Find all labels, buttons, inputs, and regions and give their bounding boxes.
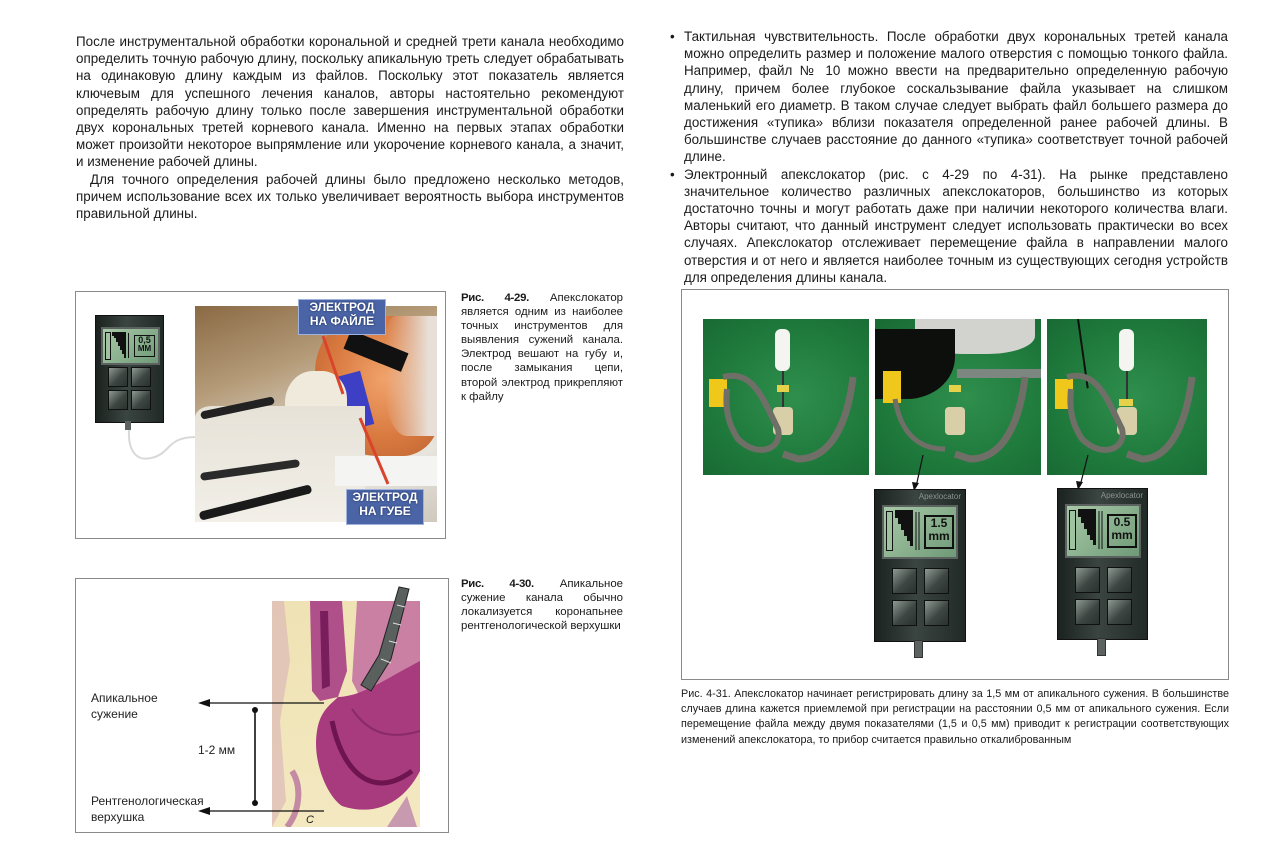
bullet-marker: •	[670, 166, 675, 182]
device-screen	[1065, 504, 1141, 558]
device-reading: 0,5	[138, 335, 151, 345]
figure-4-30-caption-text: Апикальное сужение канала обычно локализуется коронапьнее рентгенологической верхушки	[461, 578, 623, 633]
panel-letter: C	[306, 814, 314, 826]
device-step-graph	[895, 510, 921, 550]
callout-electrode-on-file	[298, 299, 386, 335]
label-radiographic-apex	[91, 793, 204, 825]
device-step-graph	[1078, 509, 1104, 549]
electrode-cable	[126, 422, 206, 482]
label-apical-constriction	[91, 690, 158, 722]
apexlocator-device-1-5	[874, 489, 966, 642]
bullet-marker: •	[670, 29, 675, 44]
paragraph-working-length: После инструментальной обработки корональной и средней трети канала необходимо определить точную рабочую длину, поскольку апикальную треть следует обрабатывать на одинаковую длину каждым из файлов. Поскольку этот показатель является ключевым для успешного лечения каналов, авторы настоятельно рекомендуют определять рабочую длину только после завершения инструментальной обработки двух корональных третей корневого канала. Именно на первых этапах обработки может произойти некоторое выпрямление или укорочение корневого канала, а значит, и изменение рабочей длины.	[76, 34, 624, 170]
figure-4-31-caption: Рис. 4-31. Апекслокатор начинает регистрировать длину за 1,5 мм от апикального сужения. В большинстве случаев длина кажется приемлемой при регистрации на расстоянии 0,5 мм от апикального сужения. Если перемещение файла между двумя показателями (1,5 и 0,5 мм) приводит к регистрации соответствующих изменений апекслокатора, то прибор считается правильно откалиброванным	[681, 688, 1229, 746]
right-column-text	[670, 28, 1228, 286]
arrow-head	[198, 699, 210, 707]
figure-4-30-caption	[461, 577, 623, 633]
device-plug	[914, 640, 923, 658]
device-button	[892, 600, 917, 626]
figure-4-29-label: Рис. 4-29.	[461, 292, 529, 304]
label-line: верхушка	[91, 810, 145, 824]
device-button	[1107, 599, 1132, 625]
device-button	[924, 600, 949, 626]
figure-4-30	[75, 578, 449, 833]
label-line: сужение	[91, 707, 138, 721]
label-line: Апикальное	[91, 691, 158, 705]
callout-line: ЭЛЕКТРОД	[309, 300, 375, 314]
device-readout	[134, 335, 155, 357]
device-reading: 1.5	[930, 516, 948, 530]
device-readout	[1107, 514, 1137, 548]
callout-electrode-on-lip	[346, 489, 424, 525]
device-scale-bar	[105, 332, 111, 360]
device-readout	[924, 515, 954, 549]
bullet-electronic	[670, 166, 1228, 286]
apexlocator-device-0-5	[1057, 488, 1148, 640]
device-reading: 0.5	[1113, 515, 1131, 529]
device-screen	[101, 327, 160, 365]
figure-4-31	[681, 289, 1229, 680]
callout-line: НА ФАЙЛЕ	[309, 314, 375, 328]
device-brand: Apexlocator	[918, 492, 961, 501]
device-step-graph	[112, 332, 130, 358]
bullet-tactile	[670, 28, 1228, 166]
device-button	[108, 367, 128, 387]
device-button	[131, 367, 151, 387]
device-unit: mm	[1111, 527, 1133, 542]
device-brand: Apexlocator	[1100, 491, 1143, 500]
paragraph-methods: Для точного определения рабочей длины было предложено несколько методов, причем использование всех их только увеличивает вероятность выбора инструментов правильной длины.	[76, 171, 624, 222]
bullet-electronic-text: Электронный апекслокатор (рис. с 4-29 по 4-31). На рынке представлено значительное количество различных апекслокаторов, большинство из которых достаточно точны и могут работать даже при наличии некоторого количества влаги. Авторы считают, что данный инструмент следует использовать практически во всех случаях. Апекслокатор отслеживает перемещение файла в направлении малого отверстия и от него и является наиболее точным из существующих сегодня устройств для определения длины канала.	[684, 166, 1228, 285]
device-screen	[882, 505, 958, 559]
callout-line: НА ГУБЕ	[359, 504, 411, 518]
device-button	[108, 390, 128, 410]
device-button	[1075, 567, 1100, 593]
device-button	[1075, 599, 1100, 625]
device-scale-bar	[886, 511, 893, 551]
figure-4-29-caption	[461, 291, 623, 404]
device-scale-bar	[1069, 510, 1076, 550]
device-unit: mm	[928, 528, 950, 543]
figure-4-29-caption-text: Апекслокатор является одним из наиболее точных инструментов для выявления сужений канала. Электрод вешают на губу и, после замыкания цепи, второй электрод прикрепляют к файлу	[461, 292, 623, 403]
device-button	[1107, 567, 1132, 593]
figure-4-29	[75, 291, 446, 539]
figure-4-30-label: Рис. 4-30.	[461, 578, 534, 590]
label-distance: 1-2 мм	[198, 743, 236, 757]
bullet-tactile-text: Тактильная чувствительность. После обработки двух корональных третей канала можно определить размер и положение малого отверстия с помощью тонкого файла. Например, файл № 10 можно ввести на предварительно определенную рабочую длину, причем более глубокое соскальзывание файла указывает на слишком маленький его диаметр. В таком случае следует выбрать файл большего размера до достижения «тупика» вблизи показателя определенной ранее рабочей длины. В большинстве случаев расстояние до данного «тупика» соответствует точной рабочей длине.	[684, 29, 1228, 165]
device-button	[924, 568, 949, 594]
device-button	[892, 568, 917, 594]
device-button	[131, 390, 151, 410]
label-line: Рентгенологическая	[91, 794, 204, 808]
apexlocator-device	[95, 315, 164, 423]
device-plug	[1097, 638, 1106, 656]
callout-line: ЭЛЕКТРОД	[352, 490, 418, 504]
left-column-text	[76, 33, 624, 222]
device-unit: ММ	[137, 344, 152, 354]
